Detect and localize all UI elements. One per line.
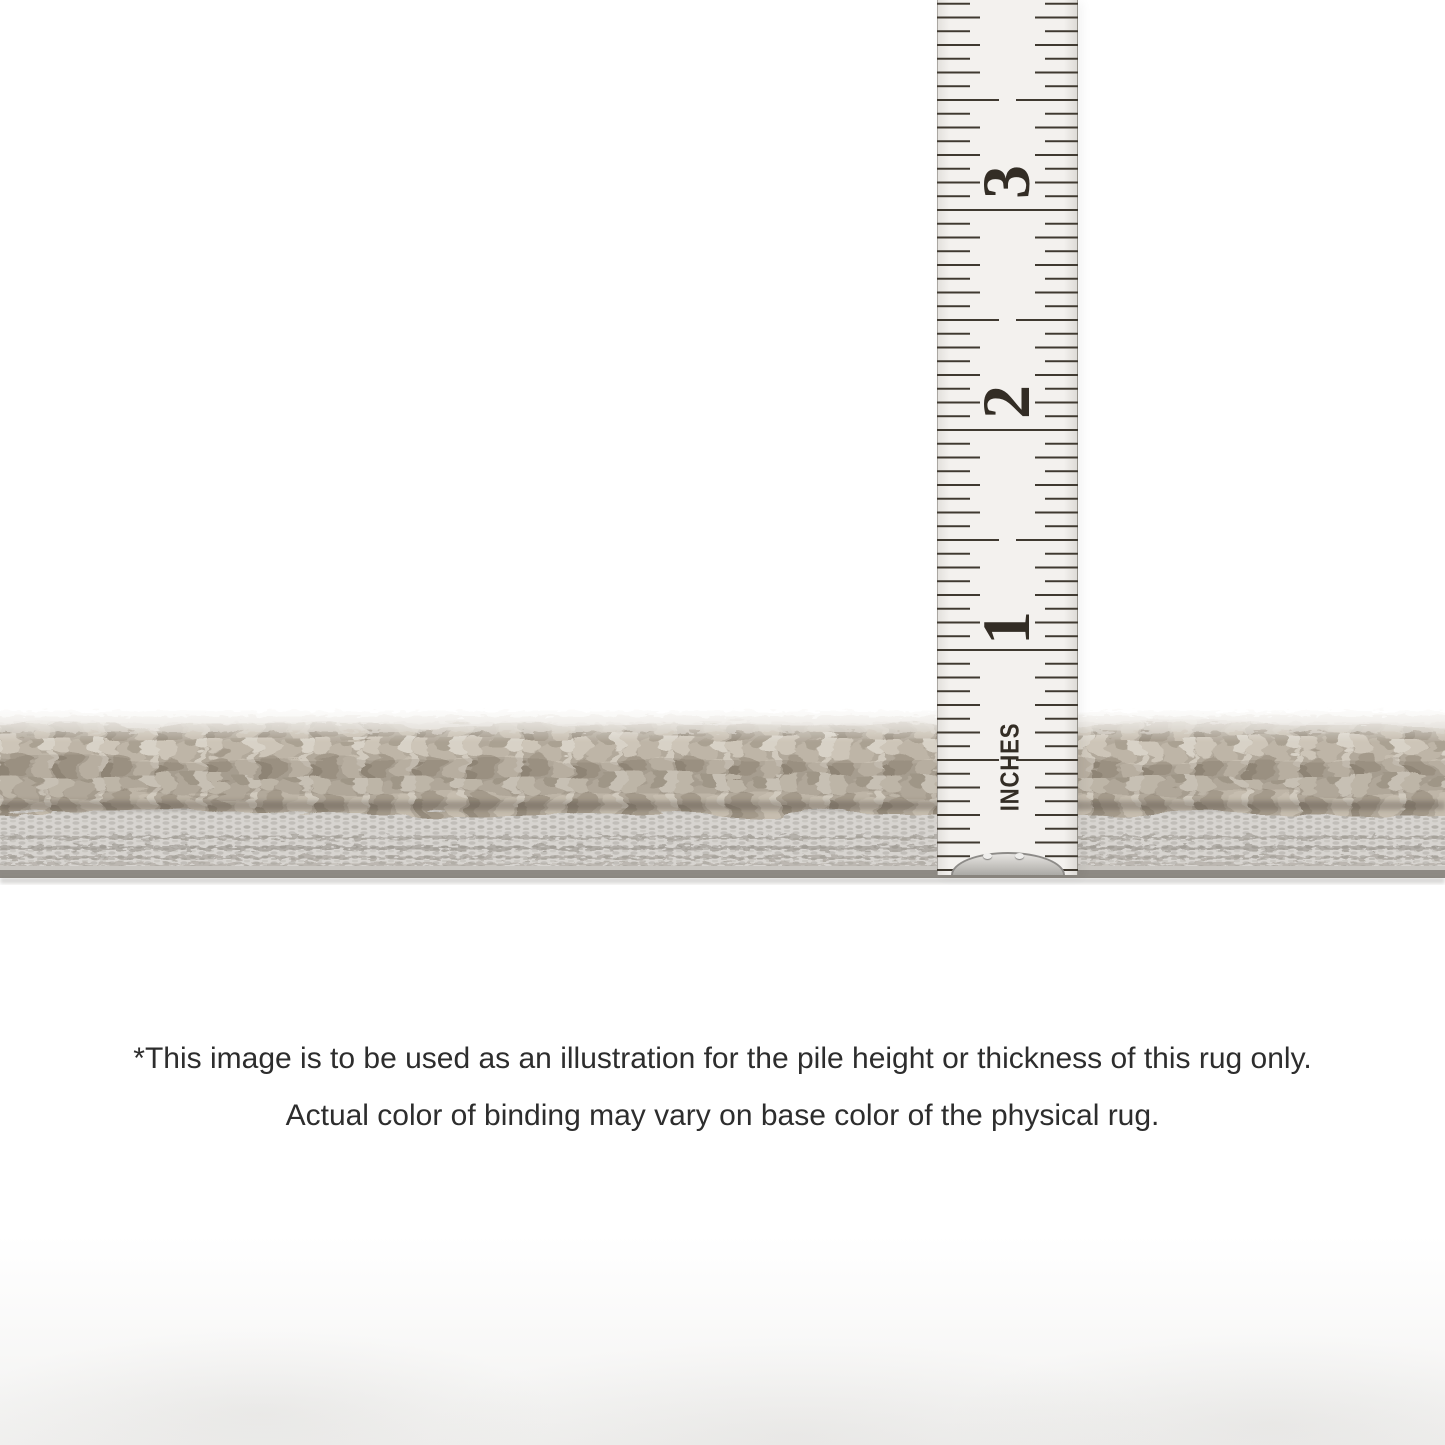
ruler (937, 0, 1078, 875)
ruler-metal-end (951, 852, 1065, 875)
floor-reflection (0, 1235, 1445, 1445)
disclaimer-caption (0, 1030, 1445, 1144)
disclaimer-line-1: *This image is to be used as an illustration for the pile height or thickness of this rug only. (133, 1042, 1312, 1075)
ruler-inches-label: INCHES (994, 722, 1025, 812)
ruler-number-1: 1 (968, 611, 1044, 645)
rug-bottom-edge (0, 870, 1445, 878)
ruler-number-2: 2 (968, 385, 1044, 419)
rug-cross-section (0, 700, 1445, 885)
disclaimer-line-2: Actual color of binding may vary on base color of the physical rug. (285, 1099, 1160, 1132)
ruler-number-3: 3 (968, 165, 1044, 199)
